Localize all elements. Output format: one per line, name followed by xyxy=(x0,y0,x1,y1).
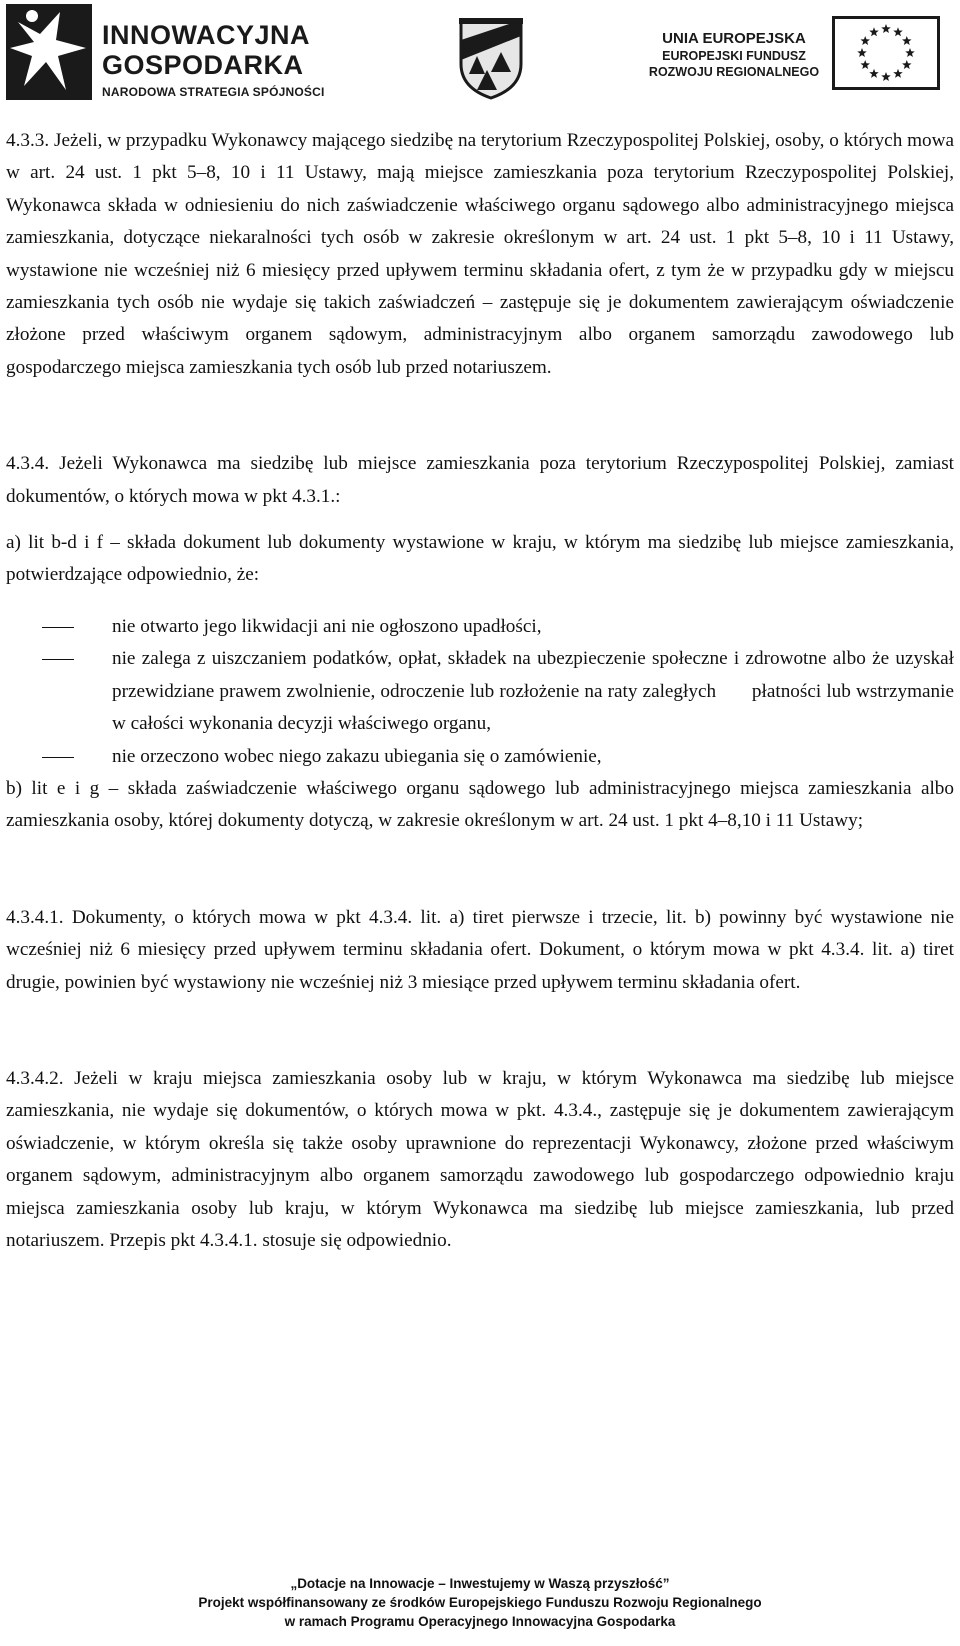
eu-logo-line2: EUROPEJSKI FUNDUSZ xyxy=(662,49,806,63)
spacer xyxy=(6,1031,954,1063)
paragraph-4-3-4-1: 4.3.4.1. Dokumenty, o których mowa w pkt 4.3.4. lit. a) tiret pierwsze i trzecie, lit. b) powinny być wystawione nie wcześniej niż 6 miesięcy przed upływem terminu składania ofert. Dokument, o którym mowa w pkt 4.3.4. lit. a) tiret drugie, powinien być wystawiony nie wcześniej niż 3 miesiące przed upływem terminu składania ofert. xyxy=(6,906,954,993)
coat-of-arms-icon xyxy=(457,16,525,100)
ig-logo-text xyxy=(102,20,325,100)
document-body xyxy=(6,125,959,1257)
spacer xyxy=(6,416,954,448)
page-footer xyxy=(0,1574,960,1631)
ig-logo-line3: NARODOWA STRATEGIA SPÓJNOŚCI xyxy=(102,85,325,99)
list-item-text: nie otwarto jego likwidacji ani nie ogłoszono upadłości, xyxy=(112,615,542,637)
spacer xyxy=(6,870,954,902)
spacer xyxy=(6,513,954,527)
list-item xyxy=(112,741,954,773)
requirements-list xyxy=(6,611,959,773)
paragraph-4-3-3: 4.3.3. Jeżeli, w przypadku Wykonawcy mającego siedzibę na terytorium Rzeczypospolitej Polskiej, osoby, o których mowa w art. 24 ust. 1 pkt 5–8, 10 i 11 Ustawy, mają miejsce zamieszkania poza terytorium Rzeczypospolitej Polskiej, Wykonawca składa w odniesieniu do nich zaświadczenie właściwego organu sądowego albo administracyjnego miejsca zamieszkania, dotyczące niekaralności tych osób w zakresie określonym w art. 24 ust. 1 pkt 5–8, 10 i 11 Ustawy, wystawione nie wcześniej niż 6 miesięcy przed upływem terminu składania ofert, z tym że w przypadku gdy w miejscu zamieszkania tych osób nie wydaje się takich zaświadczeń – zastępuje się je dokumentem zawierającym oświadczenie złożone przed właściwym organem sądowym, administracyjnym albo organem samorządu zawodowego lub gospodarczego miejsca zamieszkania tych osób lub przed notariuszem. xyxy=(6,130,954,378)
spacer xyxy=(6,592,954,611)
ig-logo-line2: GOSPODARKA xyxy=(102,50,304,80)
paragraph-4-3-4-2: 4.3.4.2. Jeżeli w kraju miejsca zamieszkania osoby lub w kraju, w którym Wykonawca ma siedzibę lub miejsce zamieszkania, nie wydaje się dokumentów, o których mowa w pkt. 4.3.4., zastępuje się je dokumentem zawierającym oświadczenie, w którym określa się także osoby uprawnione do reprezentacji Wykonawcy, złożone przed właściwym organem sądowym, administracyjnym albo organem samorządu zawodowego lub gospodarczego odpowiednio kraju miejsca zamieszkania osoby lub kraju, w którym Wykonawca ma siedzibę lub miejsce zamieszkania, lub przed notariuszem. Przepis pkt 4.3.4.1. stosuje się odpowiednio. xyxy=(6,1067,954,1251)
footer-line2: Projekt współfinansowany ze środków Europejskiego Funduszu Rozwoju Regionalnego xyxy=(198,1595,762,1610)
innowacyjna-gospodarka-logo xyxy=(6,2,336,102)
eu-logo-line3: ROZWOJU REGIONALNEGO xyxy=(648,65,820,79)
paragraph-4-3-4: 4.3.4. Jeżeli Wykonawca ma siedzibę lub miejsce zamieszkania poza terytorium Rzeczypospolitej Polskiej, zamiast dokumentów, o których mowa w pkt 4.3.1.: xyxy=(6,453,954,507)
eu-fund-logo xyxy=(640,16,952,96)
list-item-text: nie orzeczono wobec niego zakazu ubiegania się o zamówienie, xyxy=(112,745,602,767)
footer-line1: „Dotacje na Innowacje – Inwestujemy w Waszą przyszłość” xyxy=(290,1576,670,1591)
footer-line3: w ramach Programu Operacyjnego Innowacyjna Gospodarka xyxy=(284,1614,676,1629)
eu-flag-icon xyxy=(832,16,940,90)
list-item-text: nie zalega z uiszczaniem podatków, opłat, składek na ubezpieczenie społeczne i zdrowotne albo że uzyskał przewidziane prawem zwolnienie, odroczenie lub rozłożenie na raty zaległych płatności lub wstrzymanie w całości wykonania decyzji właściwego organu, xyxy=(112,648,959,735)
eu-logo-line1: UNIA EUROPEJSKA xyxy=(662,30,806,47)
list-item xyxy=(112,611,954,643)
spacer xyxy=(6,384,954,416)
ig-logo-line1: INNOWACYJNA xyxy=(102,20,311,50)
spacer xyxy=(6,838,954,870)
paragraph-b: b) lit e i g – składa zaświadczenie właściwego organu sądowego lub administracyjnego miejsca zamieszkania albo zamieszkania osoby, której dokumenty dotyczą, w zakresie określonym w art. 24 ust. 1 pkt 4–8,10 i 11 Ustawy; xyxy=(6,777,954,832)
eu-logo-text xyxy=(644,30,824,80)
paragraph-a: a) lit b-d i f – składa dokument lub dokumenty wystawione w kraju, w którym ma siedzibę lub miejsce zamieszkania, potwierdzające odpowiednio, że: xyxy=(6,532,954,586)
spacer xyxy=(6,999,954,1031)
list-item xyxy=(112,643,959,740)
star-figure-icon xyxy=(6,4,92,100)
page-header xyxy=(0,0,960,110)
